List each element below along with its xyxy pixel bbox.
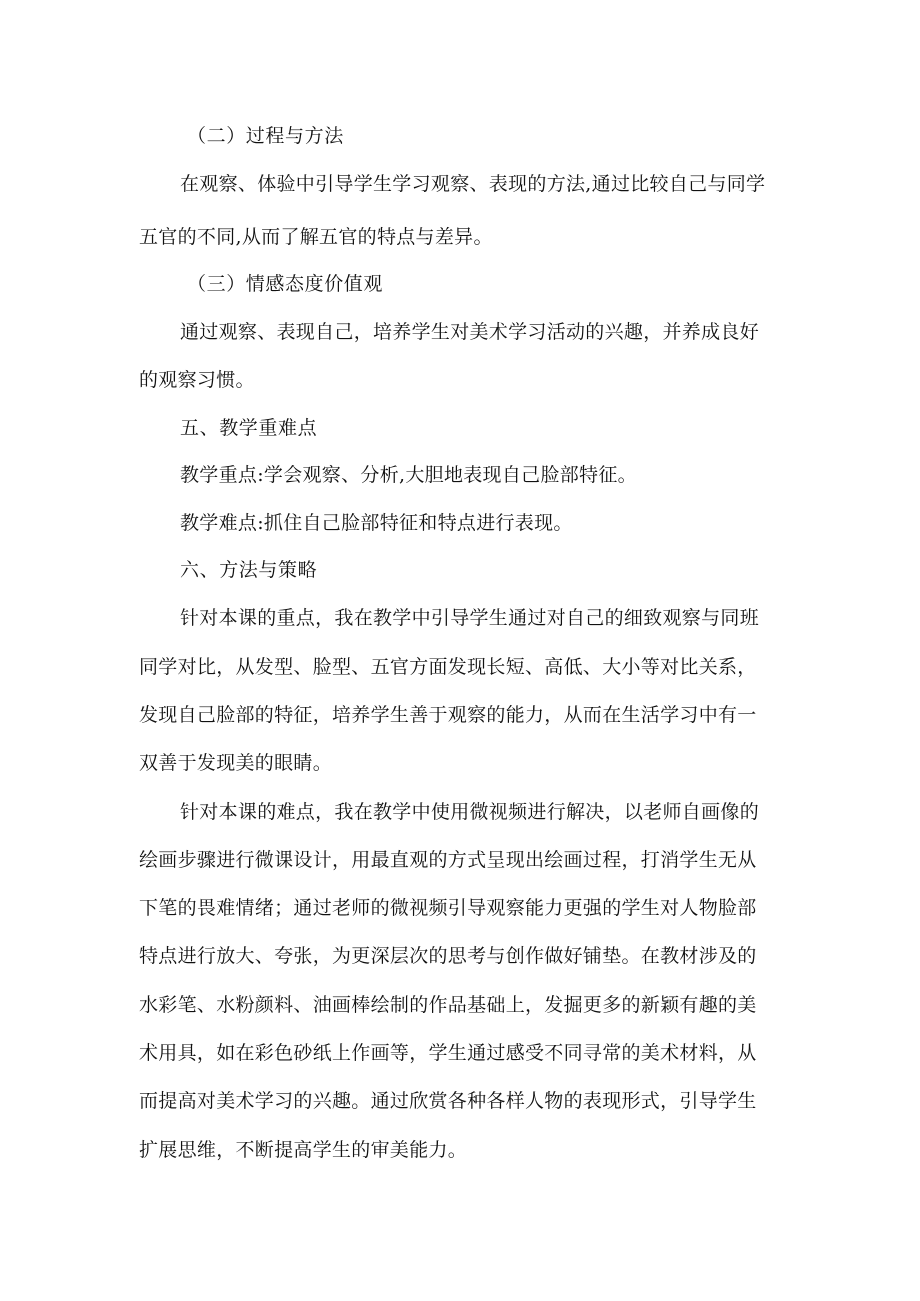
difficult-point-text: 教学难点:抓住自己脸部特征和特点进行表现。: [180, 512, 573, 534]
paragraph-line: 针对本课的重点，我在教学中引导学生通过对自己的细致观察与同班: [180, 607, 760, 629]
paragraph-line: 发现自己脸部的特征，培养学生善于观察的能力，从而在生活学习中有一: [139, 704, 757, 726]
paragraph-line: 的观察习惯。: [139, 369, 255, 391]
paragraph-line: 扩展思维，不断提高学生的审美能力。: [139, 1139, 468, 1161]
section-heading-emotion-values: （三）情感态度价值观: [187, 273, 384, 295]
section-heading-key-difficult-points: 五、教学重难点: [180, 417, 318, 439]
paragraph-line: 同学对比，从发型、脸型、五官方面发现长短、高低、大小等对比关系，: [139, 656, 757, 678]
paragraph-line: 双善于发现美的眼睛。: [139, 752, 333, 774]
section-heading-methods-strategies: 六、方法与策略: [180, 559, 318, 581]
paragraph-line: 绘画步骤进行微课设计，用最直观的方式呈现出绘画过程，打消学生无从: [139, 849, 757, 871]
paragraph-line: 下笔的畏难情绪；通过老师的微视频引导观察能力更强的学生对人物脸部: [139, 897, 757, 919]
section-heading-process-methods: （二）过程与方法: [187, 125, 344, 147]
paragraph-line: 通过观察、表现自己，培养学生对美术学习活动的兴趣，并养成良好: [180, 321, 760, 343]
paragraph-line: 特点进行放大、夸张，为更深层次的思考与创作做好铺垫。在教材涉及的: [139, 945, 757, 967]
paragraph-line: 而提高对美术学习的兴趣。通过欣赏各种各样人物的表现形式，引导学生: [139, 1090, 757, 1112]
paragraph-line: 在观察、体验中引导学生学习观察、表现的方法,通过比较自己与同学: [180, 173, 766, 195]
paragraph-line: 五官的不同,从而了解五官的特点与差异。: [139, 226, 493, 248]
paragraph-line: 水彩笔、水粉颜料、油画棒绘制的作品基础上，发掘更多的新颖有趣的美: [139, 994, 757, 1016]
paragraph-line: 术用具，如在彩色砂纸上作画等，学生通过感受不同寻常的美术材料，从: [139, 1042, 757, 1064]
paragraph-line: 针对本课的难点，我在教学中使用微视频进行解决，以老师自画像的: [180, 801, 760, 823]
key-point-text: 教学重点:学会观察、分析,大胆地表现自己脸部特征。: [180, 464, 637, 486]
